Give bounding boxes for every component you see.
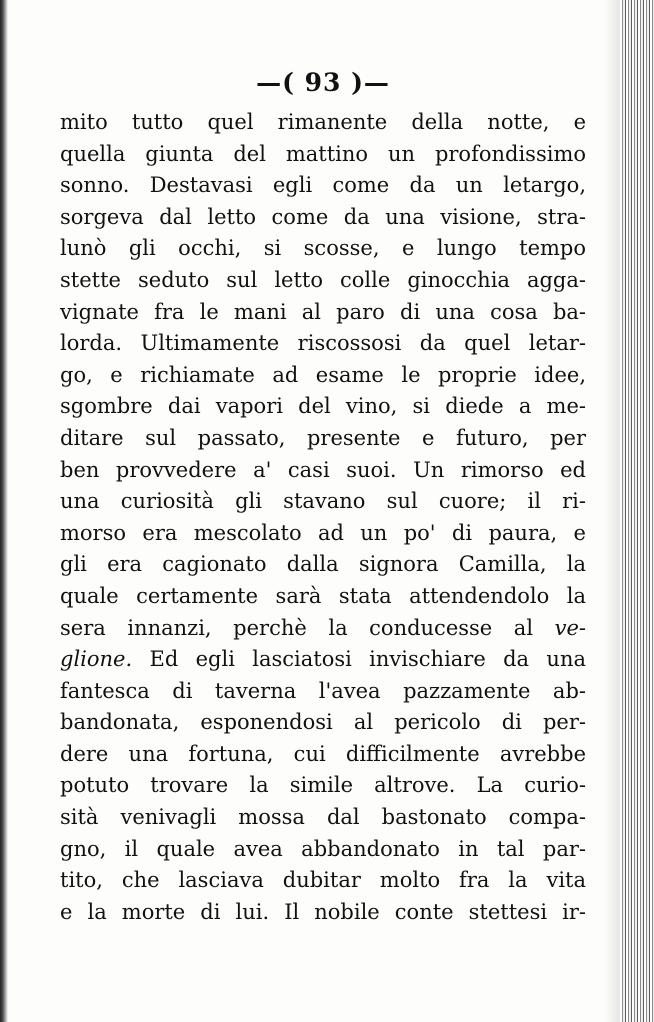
text-line: potuto trovare la simile altrove. La curio- bbox=[60, 773, 586, 798]
text-line: gli era cagionato dalla signora Camilla, la bbox=[60, 552, 586, 577]
text-line: sgombre dai vapori del vino, si diede a me- bbox=[60, 394, 586, 419]
text-line: quale certamente sarà stata attendendolo la bbox=[60, 583, 586, 608]
text-line: una curiosità gli stavano sul cuore; il ri- bbox=[60, 489, 586, 514]
text-line: sonno. Destavasi egli come da un letargo, bbox=[60, 173, 586, 198]
text-line: ditare sul passato, presente e futuro, per bbox=[60, 425, 586, 450]
italic-word: ve- bbox=[554, 615, 586, 640]
text-line: sità venivagli mossa dal bastonato compa- bbox=[60, 805, 586, 830]
text-line: vignate fra le mani al paro di una cosa ba- bbox=[60, 299, 586, 324]
text-line-mixed bbox=[60, 613, 586, 645]
text-line: e la morte di lui. Il nobile conte stettesi ir- bbox=[60, 899, 586, 924]
italic-word: glione. bbox=[60, 647, 133, 672]
page-gutter-shadow bbox=[0, 0, 8, 1022]
text-line: stette seduto sul letto colle ginocchia agga- bbox=[60, 267, 586, 292]
text-line: dere una fortuna, cui difficilmente avrebbe bbox=[60, 741, 586, 766]
text-line: mito tutto quel rimanente della notte, e bbox=[60, 110, 586, 134]
stacked-page-edges bbox=[620, 0, 654, 1022]
text-line: ben provvedere a' casi suoi. Un rimorso ed bbox=[60, 457, 586, 482]
page-number-header: —( 93 )— bbox=[256, 68, 390, 97]
text-line: lorda. Ultimamente riscossosi da quel letar- bbox=[60, 331, 586, 356]
page-edge-shading bbox=[604, 0, 620, 1022]
text-line: morso era mescolato ad un po' di paura, e bbox=[60, 520, 586, 545]
text-line: gno, il quale avea abbandonato in tal par- bbox=[60, 836, 586, 861]
text-line-part: sera innanzi, perchè la conducesse al bbox=[60, 615, 555, 640]
text-line: sorgeva dal letto come da una visione, stra- bbox=[60, 204, 586, 229]
text-line: tito, che lasciava dubitar molto fra la vita bbox=[60, 868, 586, 893]
text-line-mixed bbox=[60, 644, 586, 676]
page-body-text bbox=[60, 107, 586, 928]
text-line: go, e richiamate ad esame le proprie idee, bbox=[60, 362, 586, 387]
text-line-part: Ed egli lasciatosi invischiare da una bbox=[132, 647, 586, 672]
text-line: fantesca di taverna l'avea pazzamente ab- bbox=[60, 678, 586, 703]
text-line: bandonata, esponendosi al pericolo di per- bbox=[60, 710, 586, 735]
text-line: quella giunta del mattino un profondissimo bbox=[60, 141, 586, 166]
text-line: lunò gli occhi, si scosse, e lungo tempo bbox=[60, 236, 586, 261]
